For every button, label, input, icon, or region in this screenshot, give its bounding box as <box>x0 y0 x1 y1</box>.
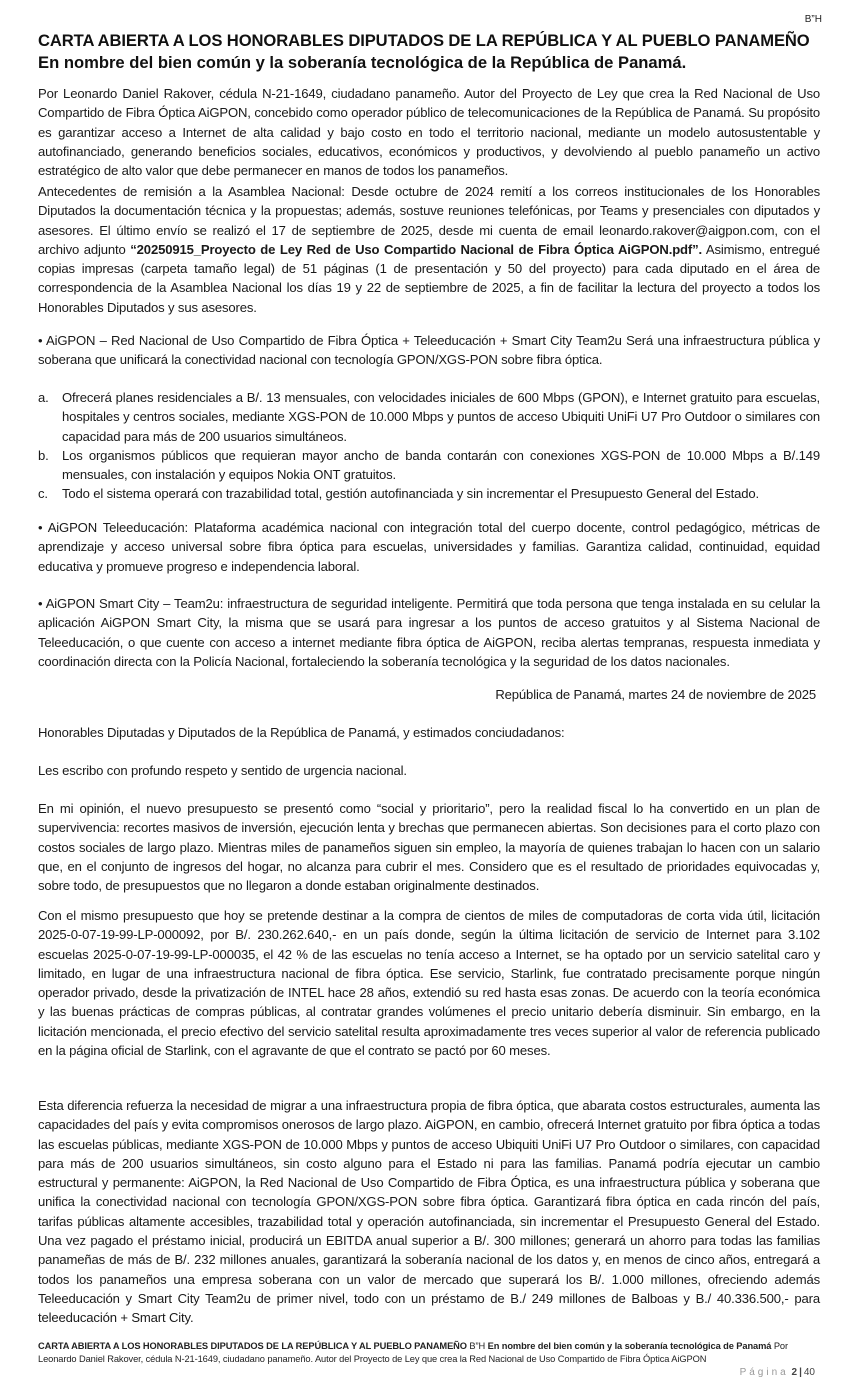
page-footer <box>38 1340 820 1366</box>
footer-bh-mark: B”H <box>466 1341 488 1351</box>
list-item <box>38 388 820 446</box>
bullet-red-nacional: • AiGPON – Red Nacional de Uso Compartido de Fibra Óptica + Teleeducación + Smart City Team2u Será una infraestructura pública y soberana que unificará la conectividad nacional con tecnología GPON/XGS-PON sobre fibra óptica. <box>38 333 820 368</box>
page-number <box>740 1367 815 1378</box>
bullet-teleeducacion: • AiGPON Teleeducación: Plataforma académica nacional con integración total del cuerpo docente, control pedagógico, métricas de aprendizaje y acceso universal sobre fibra óptica para escuelas, universidades y familias. Garantiza calidad, continuidad, equidad educativa y promueve progreso e independencia laboral. <box>38 520 820 574</box>
footer-byline: Por Leonardo Daniel Rakover, cédula N-21-1649, ciudadano panameño. Autor del Proyecto de Ley que crea la Red Nacional de Uso Compartido de Fibra Óptica AiGPON <box>38 1341 788 1364</box>
page-label: Página <box>739 1367 789 1378</box>
list-item-text: Todo el sistema operará con trazabilidad total, gestión autofinanciada y sin incrementar el Presupuesto General del Estado. <box>62 486 760 502</box>
opening-line: Les escribo con profundo respeto y sentido de urgencia nacional. <box>38 763 407 778</box>
bullet-smart-city: • AiGPON Smart City – Team2u: infraestructura de seguridad inteligente. Permitirá que toda persona que tenga instalada en su celular la aplicación AiGPON Smart City, la misma que se usará para ingresar a los puntos de acceso gratuitos y al Sistema Nacional de Teleeducación, o que cuente con acceso a internet mediante fibra óptica de AiGPON, reciba alertas tempranas, respuesta inmediata y coordinación directa con la Policía Nacional, fortaleciendo la soberanía tecnológica y la seguridad de los datos nacionales. <box>38 596 820 669</box>
list-item-text: Los organismos públicos que requieran mayor ancho de banda contarán con conexiones XGS-PON de 10.000 Mbps a B/.149 mensuales, con instalación y equipos Nokia ONT gratuitos. <box>62 447 820 483</box>
list-item <box>38 446 820 485</box>
opinion-paragraph: En mi opinión, el nuevo presupuesto se presentó como “social y prioritario”, pero la realidad fiscal lo ha convertido en un plan de supervivencia: recortes masivos de inversión, ejecución lenta y brechas que permanecen abiertas. Son decisiones para el corto plazo con costos sociales de largo plazo. Mientras miles de panameños siguen sin empleo, la mayoría de quienes trabajan lo hacen con un salario que, en el conjunto de ingresos del hogar, no alcanza para cubrir el mes. Considero que es el resultado de prioridades equivocadas y, sobre todo, de presupuestos que no llegaron a donde estaban originalmente destinados. <box>38 801 820 894</box>
list-item <box>38 484 820 503</box>
salutation: Honorables Diputadas y Diputados de la República de Panamá, y estimados conciudadanos: <box>38 725 565 740</box>
list-marker: b. <box>38 447 49 463</box>
antecedentes-paragraph <box>38 182 820 317</box>
footer-subtitle: En nombre del bien común y la soberanía tecnológica de Panamá <box>487 1341 772 1351</box>
attachment-filename: “20250915_Proyecto de Ley Red de Uso Compartido Nacional de Fibra Óptica AiGPON.pdf”. <box>130 241 702 257</box>
features-list <box>38 388 820 504</box>
document-subtitle: En nombre del bien común y la soberanía tecnológica de la República de Panamá. <box>38 53 687 72</box>
date-line: República de Panamá, martes 24 de noviembre de 2025 <box>495 687 816 702</box>
presupuesto-paragraph: Con el mismo presupuesto que hoy se pretende destinar a la compra de cientos de miles de computadoras de corta vida útil, licitación 2025-0-07-19-99-LP-000092, por B/. 230.262.640,- en un país donde, según la última licitación de servicio de Internet para 3.102 escuelas 2025-0-07-19-99-LP-000035, el 42 % de las escuelas no tenía acceso a Internet, se ha optado por un servicio satelital caro y limitado, en lugar de una infraestructura nacional de fibra óptica. Ese servicio, Starlink, fue contratado precisamente porque ningún operador privado, desde la privatización de INTEL hace 28 años, extendió su red hasta esas zonas. De acuerdo con la teoría económica y las buenas prácticas de compras públicas, al contratar grandes volúmenes el precio unitario debería disminuir. Sin embargo, en la licitación mencionada, el precio efectivo del servicio satelital resulta aproximadamente tres veces superior al valor de referencia publicado en la página oficial de Starlink, con el agravante de que el contrato se pactó por 60 meses. <box>38 908 820 1059</box>
antecedentes-text: Antecedentes de remisión a la Asamblea Nacional: Desde octubre de 2024 remití a los correos institucionales de los Honorables Diputados la documentación técnica y la propuestas; además, sostuve reuniones telefónicas, por Teams y presenciales con diputados y asesores. El último envío se realizó el 17 de septiembre de 2025, desde mi cuenta de email leonardo.rakover@aigpon.com, con el archivo adjunto <box>38 184 820 257</box>
footer-title: CARTA ABIERTA A LOS HONORABLES DIPUTADOS DE LA REPÚBLICA Y AL PUEBLO PANAMEÑO <box>38 1341 467 1351</box>
antecedentes-text-continued: Asimismo, entregué copias impresas (carpeta tamaño legal) de 51 páginas (1 de presentación y 50 del proyecto) para cada diputado en el área de correspondencia de la Asamblea Nacional los días 19 y 22 de septiembre de 2025, a fin de facilitar la lectura del proyecto a todos los Honorables Diputados y sus asesores. <box>38 241 820 315</box>
document-title: CARTA ABIERTA A LOS HONORABLES DIPUTADOS DE LA REPÚBLICA Y AL PUEBLO PANAMEÑO <box>38 31 810 50</box>
diferencia-paragraph: Esta diferencia refuerza la necesidad de migrar a una infraestructura propia de fibra óptica, que abarata costos estructurales, aumenta las capacidades del país y evita compromisos onerosos de largo plazo. AiGPON, en cambio, ofrecerá Internet gratuito por fibra óptica a todas las escuelas públicas, mediante XGS-PON de 10.000 Mbps y puntos de acceso Ubiquiti UniFi U7 Pro Outdoor o similares, con capacidad para más de 200 usuarios simultáneos, sin costo alguno para el Estado ni para las familias. Panamá podría ejecutar un cambio estructural y permanente: AiGPON, la Red Nacional de Uso Compartido de Fibra Óptica, es una infraestructura pública y soberana que unifica la conectividad nacional con tecnología GPON/XGS-PON sobre fibra óptica. Garantizará fibra óptica en cada rincón del país, tarifas públicas altamente accesibles, trazabilidad total y operación autofinanciada, sin incrementar el Presupuesto General del Estado. Una vez pagado el préstamo inicial, producirá un EBITDA anual superior a B/. 300 millones; generará un ahorro para todas las familias panameñas de más de B/. 232 millones anuales, garantizará la soberanía nacional de los datos y, en menos de cinco años, entregará a todos los panameños una empresa soberana con un valor de mercado que superará los B/. 1.000 millones, ofreciendo además Teleeducación y Smart City Team2u de primer nivel, todo con un préstamo de B./ 249 millones de Balboas y B./ 40.336.500,- para teleeducación + Smart City. <box>38 1098 820 1326</box>
list-marker: a. <box>38 390 49 405</box>
list-marker: c. <box>38 486 48 502</box>
bh-header-mark: B”H <box>804 14 822 25</box>
list-item-text: Ofrecerá planes residenciales a B/. 13 mensuales, con velocidades iniciales de 600 Mbps (GPON), e Internet gratuito para escuelas, hospitales y centros sociales, mediante XGS-PON de 10.000 Mbps y puntos de acceso Ubiquiti UniFi U7 Pro Outdoor o similares con capacidad para más de 200 usuarios simultáneos. <box>62 390 820 444</box>
page-total: 40 <box>803 1367 815 1378</box>
page-separator: | <box>799 1367 802 1378</box>
page-current: 2 <box>791 1367 798 1378</box>
intro-paragraph: Por Leonardo Daniel Rakover, cédula N-21-1649, ciudadano panameño. Autor del Proyecto de Ley que crea la Red Nacional de Uso Compartido de Fibra Óptica AiGPON, concebido como operador público de telecomunicaciones de la República de Panamá. Su propósito es garantizar acceso a Internet de alta calidad y bajo costo en todo el territorio nacional, mediante un modelo autosustentable y autofinanciado, generando beneficios sociales, educativos, económicos y productivos, y devolviendo al pueblo panameño un activo estratégico de alto valor que debe permanecer en manos de todos los panameños. <box>38 86 820 179</box>
